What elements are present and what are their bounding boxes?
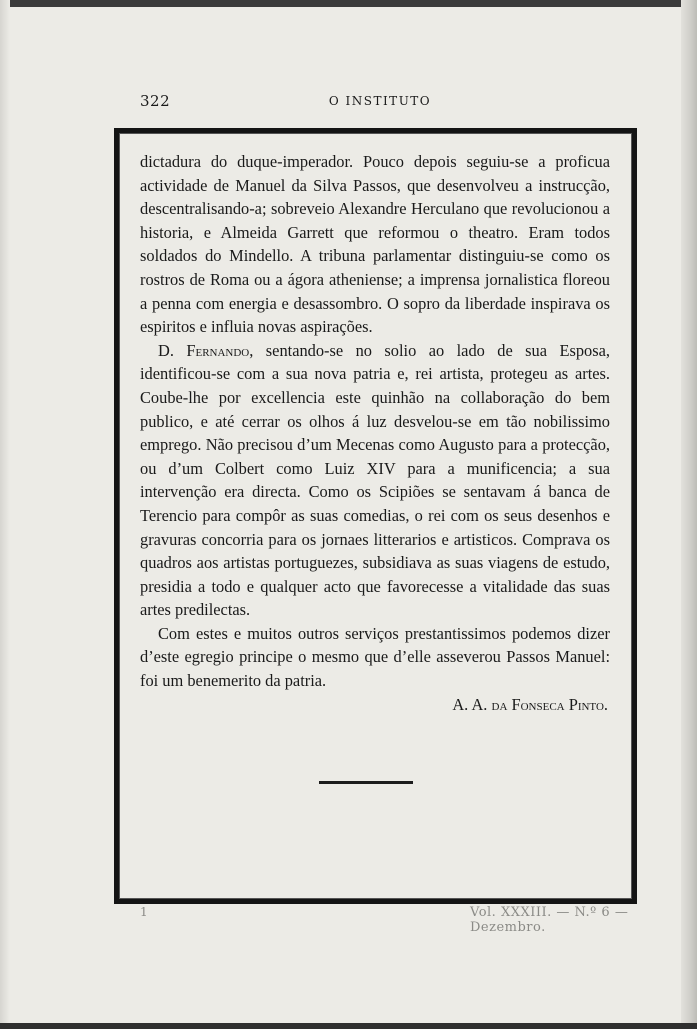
paragraph-2-name: D. Fernando — [158, 340, 250, 360]
article-body — [140, 150, 610, 716]
volume-footer: Vol. XXXIII. — N.º 6 — Dezembro. — [470, 905, 629, 935]
paragraph-1: dictadura do duque-imperador. Pouco depois seguiu-se a proficua actividade de Manuel da Silva Passos, que desenvolveu a instrucção, descentralisando-a; sobreveio Alexandre Herculano que revolucionou a historia, e Almeida Garrett que reformou o theatro. Eram todos soldados do Mindello. A tribuna parlamentar distinguiu-se como os rostros de Roma ou a ágora atheniense; a imprensa jornalistica floreou a penna com energia e desassombro. O sopro da liberdade inspirava os espiritos e influia novas aspirações. — [140, 152, 610, 337]
scan-top-edge — [0, 0, 697, 7]
scan-bottom-edge — [0, 1023, 697, 1029]
author-signature: A. A. da Fonseca Pinto. — [452, 694, 608, 714]
printer-signature-mark: 1 — [140, 905, 148, 919]
page-number: 322 — [140, 92, 171, 110]
closing-rule — [319, 781, 413, 784]
paragraph-2 — [140, 339, 610, 622]
scan-left-edge — [0, 0, 10, 1029]
running-title: O INSTITUTO — [328, 94, 432, 108]
paragraph-2-text: , sentando-se no solio ao lado de sua Esposa, identificou-se com a sua nova patria e, rei artista, protegeu as artes. Coube-lhe por excellencia este quinhão na collaboração do bem publico, e até cerrar os olhos á luz desvelou-se em tão nobilissimo emprego. Não precisou d’um Mecenas como Augusto para a protecção, ou d’um Colbert como Luiz XIV para a munificencia; a sua intervenção era directa. Como os Scipiões se sentavam á banca de Terencio para compôr as suas comedias, o rei com os seus desenhos e gravuras concorria para os jornaes litterarios e artisticos. Comprava os quadros aos artistas portuguezes, subsidiava as suas viagens de estudo, presidia a todo e qualquer acto que favorecesse a vitalidade das suas artes predilectas. — [140, 340, 610, 620]
scan-right-edge — [681, 0, 697, 1029]
paragraph-3: Com estes e muitos outros serviços prestantissimos podemos dizer d’este egregio principe o mesmo que d’elle asseverou Passos Manuel: foi um benemerito da patria. — [140, 623, 610, 691]
